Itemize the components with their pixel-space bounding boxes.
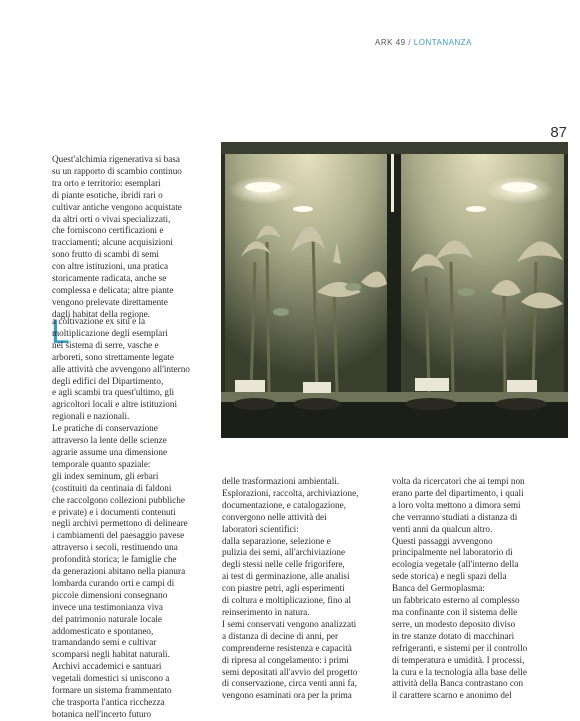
column-3-text: volta da ricercatori che ai tempi non erano parte del dipartimento, i quali a loro volta mettono a dimora semi che verranno studiati a distanza di venti anni da qualcun altro. Questi passaggi avvengono principalmente nel laboratorio di ecologia vegetale (all'interno della sede storica) e negli spazi della Banca del Germoplasma: un fabbricato esterno al complesso ma confinante con il sistema delle serre, un modesto deposito diviso in tre stanze dotato di macchinari refrigeranti, e sistemi per il controllo di temperatura e umidità. I processi, la cura e la tecnologia alla base delle attività della Banca contrastano con il carattere scarno e anonimo del	[392, 476, 528, 701]
photo-illustration	[221, 142, 568, 438]
running-header	[0, 38, 472, 47]
museum-display-photo	[221, 142, 568, 532]
column-2-text: delle trasformazioni ambientali. Esplorazioni, raccolta, archiviazione, documentazione, e catalogazione, convergono nelle attività dei laboratori scientifici: dalla separazione, selezione e pulizia dei semi, all'archiviazione degli stessi nelle celle frigorifere, ai test di germinazione, alle analisi con piastre petri, agli esperimenti di coltura e moltiplicazione, fino al reinserimento in natura. I semi conservati vengono analizzati a distanza di decine di anni, per comprenderne resistenza e capacità di ripresa al congelamento: i primi semi depositati all'avvio del progetto di conservazione, circa venti anni fa, vengono esaminati ora per la prima	[222, 476, 359, 701]
column-1-bottom-text: a coltivazione ex situ e la moltiplicazione degli esemplari nel sistema di serre, vasche e arboreti, sono strettamente legate alle attività che avvengono all'interno degli edifici del Dipartimento, e agli scambi tra quest'ultimo, gli agricoltori locali e altre istituzioni regionali e nazionali. Le pratiche di conservazione attraverso la lente delle scienze agrarie assume una dimensione temporale quanto spaziale: gli index seminum, gli erbari (costituiti da centinaia di faldoni che raccolgono collezioni pubbliche e private) e i documenti contenuti negli archivi permettono di delineare i cambiamenti del paesaggio pavese attraverso i secoli, restituendo una profondità storica; le famiglie che da generazioni abitano nella pianura lombarda curando orti e campi di piccole dimensioni consegnano invece una testimonianza viva del patrimonio naturale locale addomesticato e spontaneo, tramandando semi e cultivar scomparsi negli habitat naturali. Archivi accademici e santuari vegetali domestici si uniscono a formare un sistema frammentato che trasporta l'antica ricchezza botanica nell'incerto futuro	[52, 316, 190, 719]
drop-cap: L	[51, 313, 70, 351]
column-1-top-paragraph: Quest'alchimia rigenerativa si basa su un rapporto di scambio continuo tra orto e territorio: esemplari di piante esotiche, ibridi rari o cultivar antiche vengono acquistate da altri orti o vivai specializzati, che forniscono certificazioni e tracciamenti; alcune acquisizioni sono frutto di scambi di semi con altre istituzioni, una pratica storicamente radicata, anche se complessa e delicata; altre piante vengono prelevate direttamente dagli habitat della regione.	[52, 154, 182, 319]
header-separator: /	[408, 38, 412, 47]
photo-credit: Giovanni Hänninen	[445, 497, 450, 532]
section-name: LONTANANZA	[413, 38, 472, 47]
magazine-name: ARK 49	[375, 38, 406, 47]
page-number: 87	[550, 124, 567, 141]
